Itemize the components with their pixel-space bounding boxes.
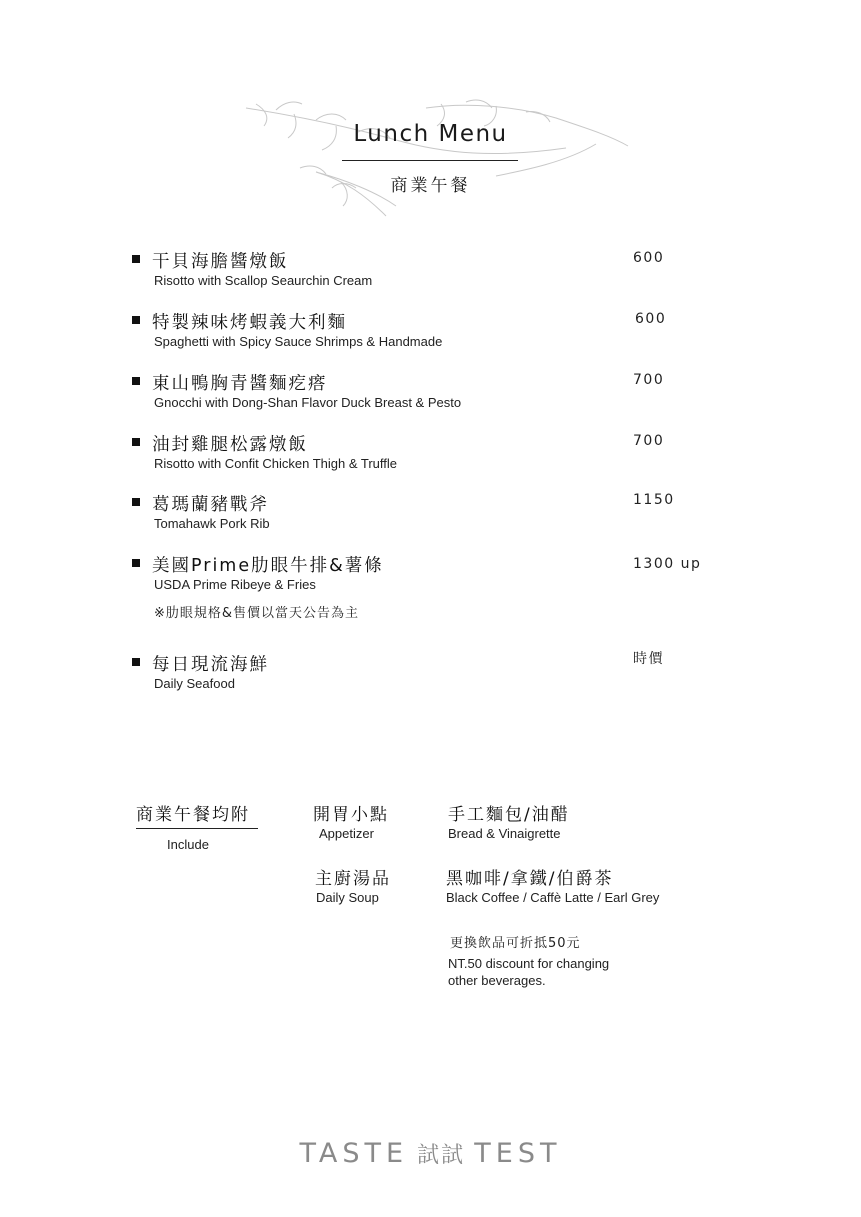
- dish-name-zh: 特製辣味烤蝦義大利麵: [152, 313, 347, 333]
- drinks-zh: 黑咖啡/拿鐵/伯爵茶: [446, 869, 614, 889]
- discount-en-line1: NT.50 discount for changing: [448, 956, 610, 971]
- dish-name-en: USDA Prime Ribeye & Fries: [154, 577, 316, 592]
- menu-subtitle: 商業午餐: [390, 176, 471, 196]
- include-heading: 商業午餐均附: [136, 805, 250, 825]
- bullet-icon: [132, 559, 140, 567]
- title-underline: [342, 160, 518, 161]
- drinks-en: Black Coffee / Caffè Latte / Earl Grey: [446, 890, 660, 905]
- appetizer-zh: 開胃小點: [313, 805, 389, 825]
- logo-right: TEST: [474, 1138, 562, 1169]
- dish-price: 700: [633, 433, 665, 449]
- dish-name-zh: 每日現流海鮮: [152, 655, 269, 675]
- leaf-decoration: [236, 96, 636, 226]
- menu-title: Lunch Menu: [353, 121, 508, 147]
- dish-name-en: Spaghetti with Spicy Sauce Shrimps & Handmade: [154, 334, 443, 349]
- brand-logo: [0, 1138, 861, 1169]
- bread-en: Bread & Vinaigrette: [448, 826, 561, 841]
- dish-name-en: Risotto with Scallop Seaurchin Cream: [154, 273, 373, 288]
- bullet-icon: [132, 377, 140, 385]
- dish-name-en: Gnocchi with Dong-Shan Flavor Duck Breast & Pesto: [154, 395, 462, 410]
- bullet-icon: [132, 438, 140, 446]
- dish-price: 1150: [633, 492, 675, 508]
- soup-en: Daily Soup: [316, 890, 379, 905]
- bullet-icon: [132, 316, 140, 324]
- bullet-icon: [132, 498, 140, 506]
- dish-name-zh: 東山鴨胸青醬麵疙瘩: [152, 374, 328, 394]
- dish-price: 1300 up: [633, 556, 702, 572]
- discount-en-line2: other beverages.: [448, 973, 546, 988]
- dish-price: 600: [635, 311, 667, 327]
- dish-name-zh: 干貝海膽醬燉飯: [152, 252, 289, 272]
- dish-note: ※肋眼規格&售價以當天公告為主: [154, 606, 360, 621]
- dish-name-en: Daily Seafood: [154, 676, 235, 691]
- logo-left: TASTE: [299, 1138, 409, 1169]
- dish-name-en: Risotto with Confit Chicken Thigh & Truffle: [154, 456, 398, 471]
- bullet-icon: [132, 255, 140, 263]
- soup-zh: 主廚湯品: [315, 869, 391, 889]
- dish-name-zh: 美國Prime肋眼牛排&薯條: [152, 556, 384, 576]
- dish-price: 600: [633, 250, 665, 266]
- include-underline: [136, 828, 258, 829]
- dish-name-en: Tomahawk Pork Rib: [154, 516, 270, 531]
- appetizer-en: Appetizer: [319, 826, 374, 841]
- discount-zh: 更換飲品可折抵50元: [450, 936, 581, 951]
- dish-name-zh: 葛瑪蘭豬戰斧: [152, 495, 269, 515]
- dish-name-zh: 油封雞腿松露燉飯: [152, 435, 308, 455]
- dish-price: 700: [633, 372, 665, 388]
- bread-zh: 手工麵包/油醋: [448, 805, 570, 825]
- bullet-icon: [132, 658, 140, 666]
- include-label: Include: [167, 837, 209, 852]
- logo-middle: 試試: [417, 1143, 466, 1168]
- dish-price: 時價: [633, 651, 664, 667]
